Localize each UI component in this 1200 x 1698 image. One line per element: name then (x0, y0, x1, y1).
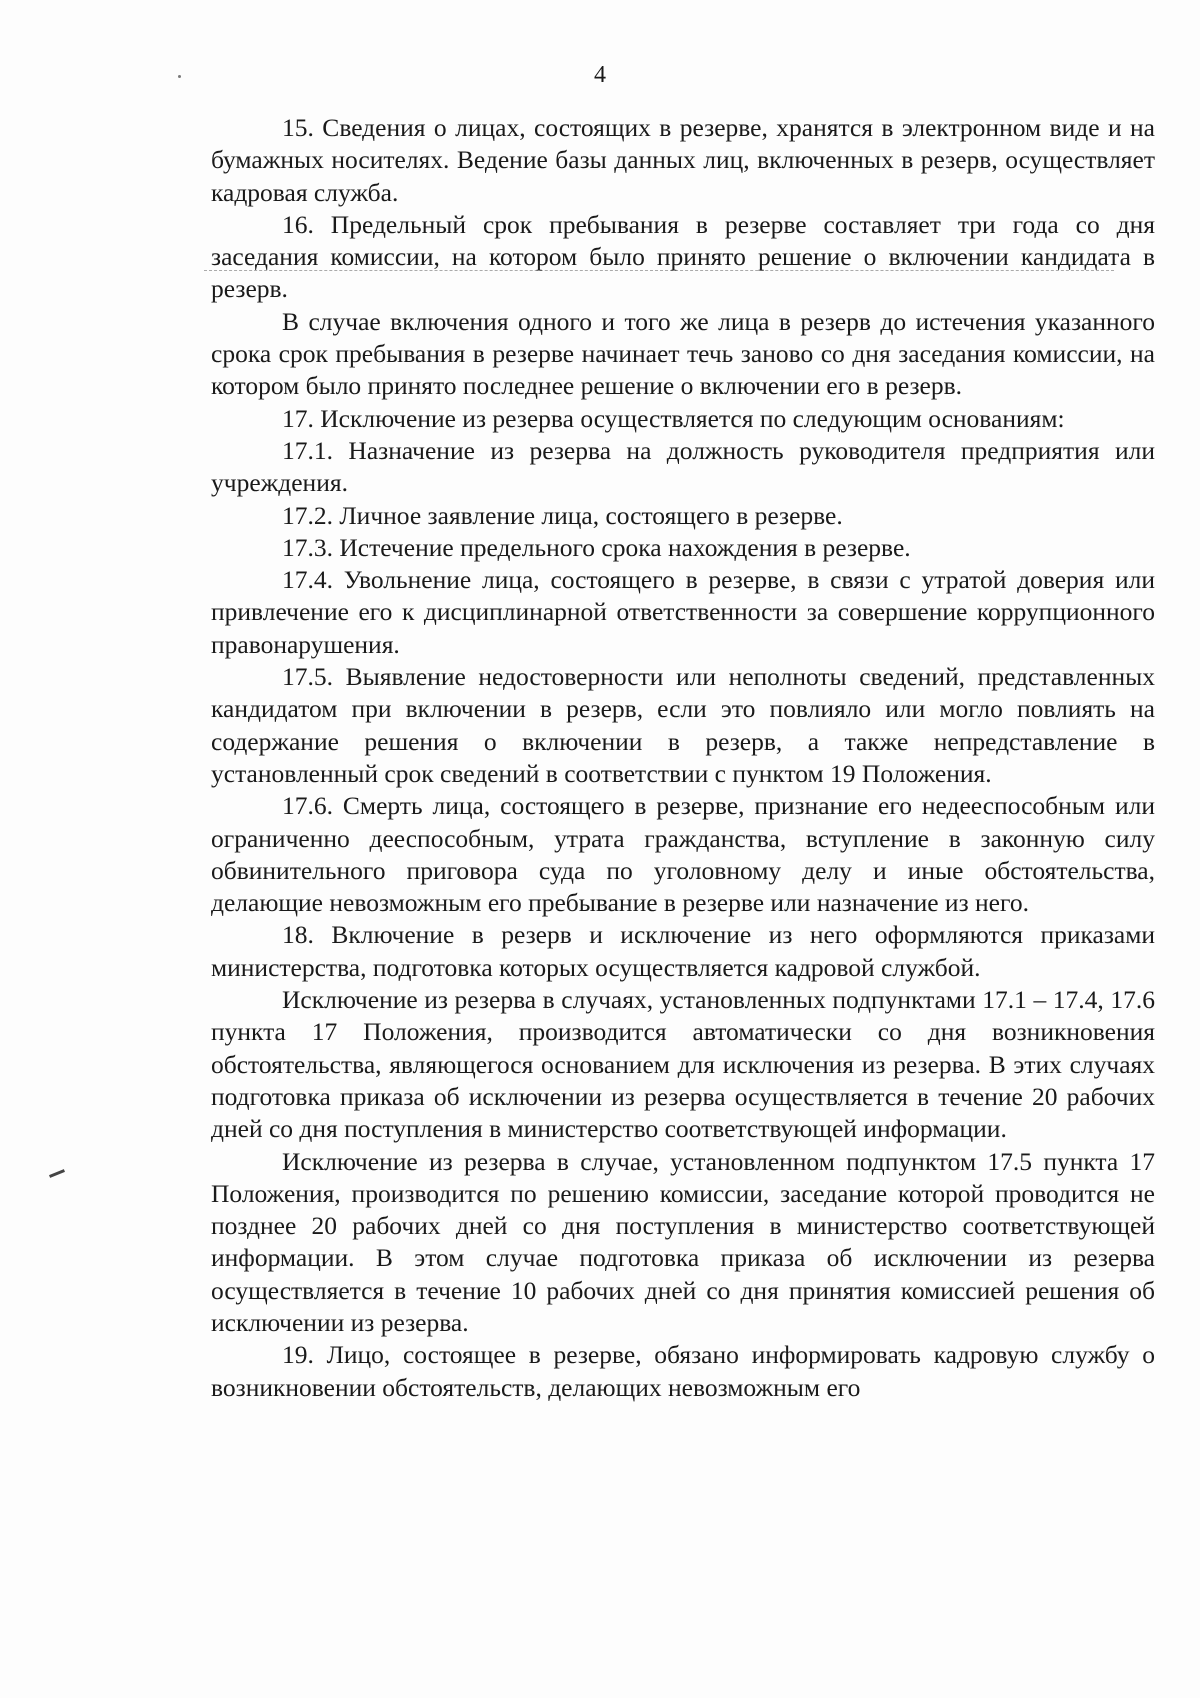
paragraph-17-2: 17.2. Личное заявление лица, состоящего в резерве. (282, 500, 843, 530)
paragraph-18-exclusion-auto: Исключение из резерва в случаях, установленных подпунктами 17.1 – 17.4, 17.6 пункта 17 Положения, производится автоматически со дня возникновения обстоятельства, являющегося основанием для исключения из резерва. В этих случаях подготовка приказа об исключении из резерва осуществляется в течение 20 рабочих дней со дня поступления в министерство соответствующей информации. (211, 985, 1155, 1144)
page-number: 4 (594, 62, 606, 88)
paragraph-17: 17. Исключение из резерва осуществляется по следующим основаниям: (282, 403, 1065, 433)
paragraph-17-1: 17.1. Назначение из резерва на должность руководителя предприятия или учреждения. (211, 435, 1155, 498)
paragraph-17-3: 17.3. Истечение предельного срока нахождения в резерве. (282, 532, 911, 562)
paragraph-18: 18. Включение в резерв и исключение из него оформляются приказами министерства, подготовка которых осуществляется кадровой службой. (211, 920, 1155, 982)
paragraph-17-5: 17.5. Выявление недостоверности или неполноты сведений, представленных кандидатом при включении в резерв, если это повлияло или могло повлиять на содержание решения о включении в резерв, а также непредставление в установленный срок сведений в соответствии с пунктом 19 Положения. (211, 662, 1155, 788)
document-body (211, 112, 1155, 1404)
paragraph-17-4: 17.4. Увольнение лица, состоящего в резерве, в связи с утратой доверия или привлечение его к дисциплинарной ответственности за совершение коррупционного правонарушения. (211, 565, 1155, 659)
paragraph-18-exclusion-commission: Исключение из резерва в случае, установленном подпунктом 17.5 пункта 17 Положения, производится по решению комиссии, заседание которой проводится не позднее 20 рабочих дней со дня поступления в министерство соответствующей информации. В этом случае подготовка приказа об исключении из резерва осуществляется в течение 10 рабочих дней со дня принятия комиссией решения об исключении из резерва. (211, 1146, 1155, 1337)
paragraph-16-continued: В случае включения одного и того же лица в резерв до истечения указанного срока срок пребывания в резерве начинает течь заново со дня заседания комиссии, на котором было принято последнее решение о включении его в резерв. (211, 306, 1155, 401)
paragraph-19: 19. Лицо, состоящее в резерве, обязано информировать кадровую службу о возникновении обстоятельств, делающих невозможным его (211, 1340, 1155, 1402)
paragraph-17-6: 17.6. Смерть лица, состоящего в резерве, признание его недееспособным или ограниченно дееспособным, утрата гражданства, вступление в законную силу обвинительного приговора суда по уголовному делу и иные обстоятельства, делающие невозможным его пребывание в резерве или назначение из него. (211, 791, 1155, 918)
paragraph-15: 15. Сведения о лицах, состоящих в резерве, хранятся в электронном виде и на бумажных носителях. Ведение базы данных лиц, включенных в резерв, осуществляет кадровая служба. (211, 113, 1155, 207)
scan-pen-mark (49, 1169, 65, 1178)
paragraph-16: 16. Предельный срок пребывания в резерве составляет три года со дня заседания комиссии, на котором было принято решение о включении кандидата в резерв. (211, 209, 1155, 304)
